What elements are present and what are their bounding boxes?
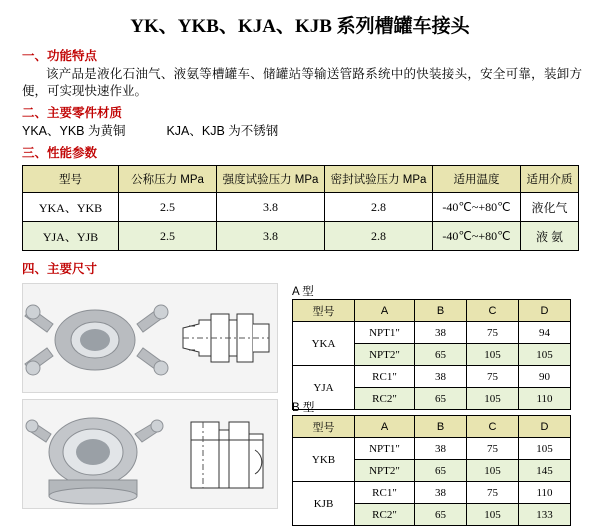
dim-b-r3-c1: 65 [415,504,467,526]
section-heading-dimensions: 四、主要尺寸 [22,262,98,276]
dim-b-r0-c1: 38 [415,438,467,460]
dim-b-col-4: D [519,416,571,438]
dim-a-r3-c0: RC2" [355,388,415,410]
dim-a-col-1: A [355,300,415,322]
perf-r0-c5: 液化气 [521,193,579,222]
features-text: 该产品是液化石油气、液氨等槽罐车、储罐站等输送管路系统中的快装接头，安全可靠，装卸方便，可实现快速作业。 [22,67,582,98]
perf-r1-c2: 3.8 [217,222,325,251]
dim-a-r3-c3: 110 [519,388,571,410]
dim-b-col-2: B [415,416,467,438]
dim-b-model-1: KJB [293,482,355,526]
dim-b-r2-c3: 110 [519,482,571,504]
perf-r1-c1: 2.5 [119,222,217,251]
table-row [23,193,579,222]
perf-col-0: 型号 [23,166,119,193]
dim-a-col-3: C [467,300,519,322]
perf-col-4: 适用温度 [433,166,521,193]
dim-b-r0-c2: 75 [467,438,519,460]
dim-b-r3-c3: 133 [519,504,571,526]
dim-a-r1-c0: NPT2" [355,344,415,366]
materials-right: KJA、KJB 为不锈钢 [166,124,279,138]
dim-b-col-1: A [355,416,415,438]
table-row [293,322,571,344]
dim-a-r1-c3: 105 [519,344,571,366]
dimension-table-b [292,415,571,526]
dim-b-r2-c1: 38 [415,482,467,504]
dim-b-r1-c1: 65 [415,460,467,482]
dim-a-r3-c1: 65 [415,388,467,410]
perf-col-1: 公称压力 MPa [119,166,217,193]
dim-b-r1-c3: 145 [519,460,571,482]
dim-a-r3-c2: 105 [467,388,519,410]
table-row [293,482,571,504]
page-title: YK、YKB、KJA、KJB 系列槽罐车接头 [130,16,470,37]
dim-b-r0-c0: NPT1" [355,438,415,460]
dim-b-r2-c2: 75 [467,482,519,504]
dim-a-r0-c2: 75 [467,322,519,344]
performance-table [22,165,579,251]
dim-a-r2-c0: RC1" [355,366,415,388]
table-header-row [293,416,571,438]
table-row [293,438,571,460]
dim-a-col-0: 型号 [293,300,355,322]
dimension-table-a [292,299,571,410]
perf-col-5: 适用介质 [521,166,579,193]
dim-b-r1-c0: NPT2" [355,460,415,482]
dim-a-model-1: YJA [293,366,355,410]
dim-b-model-0: YKB [293,438,355,482]
dim-a-r2-c1: 38 [415,366,467,388]
coupling-photo-type-a [22,283,278,393]
section-heading-features: 一、功能特点 [22,49,98,63]
dim-b-col-0: 型号 [293,416,355,438]
perf-r1-c0: YJA、YJB [23,222,119,251]
perf-r1-c4: -40℃~+80℃ [433,222,521,251]
dim-a-r1-c2: 105 [467,344,519,366]
section-heading-materials: 二、主要零件材质 [22,106,123,120]
dim-a-model-0: YKA [293,322,355,366]
table-row [23,222,579,251]
dim-a-r0-c3: 94 [519,322,571,344]
perf-r0-c3: 2.8 [325,193,433,222]
dim-a-r2-c3: 90 [519,366,571,388]
coupling-photo-type-b [22,399,278,509]
perf-r1-c3: 2.8 [325,222,433,251]
materials-line [22,123,600,140]
table-header-row [293,300,571,322]
dim-a-r0-c1: 38 [415,322,467,344]
perf-r0-c1: 2.5 [119,193,217,222]
perf-r0-c2: 3.8 [217,193,325,222]
perf-col-3: 密封试验压力 MPa [325,166,433,193]
dim-a-col-2: B [415,300,467,322]
dim-b-r1-c2: 105 [467,460,519,482]
dim-a-r1-c1: 65 [415,344,467,366]
materials-left: YKA、YKB 为黄铜 [22,124,126,138]
perf-col-2: 强度试验压力 MPa [217,166,325,193]
dim-b-r3-c2: 105 [467,504,519,526]
perf-r0-c0: YKA、YKB [23,193,119,222]
table-row [293,366,571,388]
dim-b-col-3: C [467,416,519,438]
dim-a-r0-c0: NPT1" [355,322,415,344]
dimensions-area [0,283,600,521]
dim-a-col-4: D [519,300,571,322]
table-header-row [23,166,579,193]
dim-b-r0-c3: 105 [519,438,571,460]
dim-b-r3-c0: RC2" [355,504,415,526]
type-b-label: B 型 [292,402,315,414]
section-heading-performance: 三、性能参数 [22,146,98,160]
type-a-label: A 型 [292,286,314,298]
perf-r0-c4: -40℃~+80℃ [433,193,521,222]
perf-r1-c5: 液 氨 [521,222,579,251]
dim-a-r2-c2: 75 [467,366,519,388]
dim-b-r2-c0: RC1" [355,482,415,504]
